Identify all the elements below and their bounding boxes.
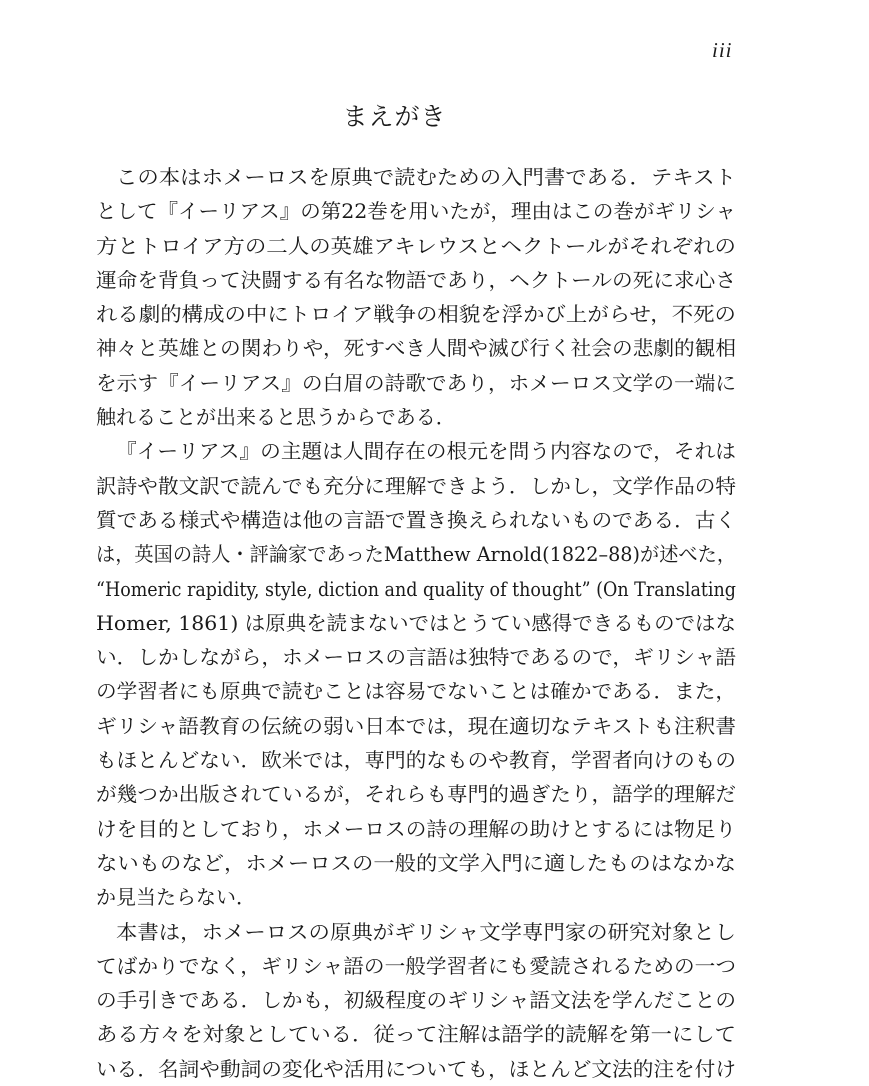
text-line-content: は，英国の詩人・評論家であったMatthew Arnold(1822–88)が述べた， (96, 542, 737, 567)
text-line-content: が幾つか出版されているが，それらも専門的過ぎたり，語学的理解だ (96, 782, 737, 807)
text-line-content: もほとんどない．欧米では，専門的なものや教育，学習者向けのもの (96, 748, 737, 773)
text-line (96, 366, 736, 400)
text-line (96, 434, 736, 468)
text-line (96, 949, 736, 983)
text-line (96, 572, 736, 606)
text-line (96, 194, 736, 228)
text-line-content: Homer, 1861) は原典を読まないではとうてい感得できるものではな (96, 610, 736, 635)
text-line-content: いる．名詞や動詞の変化や活用についても，ほとんど文法的注を付け (96, 1056, 736, 1081)
text-line-content: ないものなど，ホメーロスの一般的文学入門に適したものはなかな (96, 850, 737, 875)
text-line (96, 606, 736, 640)
text-line-content: 触れることが出来ると思うからである． (96, 405, 456, 430)
text-line (96, 400, 736, 434)
text-line (96, 674, 736, 708)
text-line-content: 方とトロイア方の二人の英雄アキレウスとヘクトールがそれぞれの (96, 233, 737, 258)
text-line (96, 503, 736, 537)
text-line-content: れる劇的構成の中にトロイア戦争の相貌を浮かび上がらせ，不死の (96, 302, 736, 327)
text-line (96, 983, 736, 1017)
text-line (96, 331, 736, 365)
text-line-content: てばかりでなく，ギリシャ語の一般学習者にも愛読されるための一つ (96, 953, 737, 978)
text-line (96, 1052, 736, 1086)
text-line (96, 640, 736, 674)
page-title: まえがき (342, 102, 447, 131)
text-line-content: として『イーリアス』の第22巻を用いたが，理由はこの巻がギリシャ (96, 199, 736, 224)
page-number: iii (712, 38, 733, 62)
text-line (96, 469, 736, 503)
text-line-content: 神々と英雄との関わりや，死すべき人間や滅び行く社会の悲劇的観相 (96, 336, 737, 361)
text-line (96, 777, 736, 811)
text-line-content: この本はホメーロスを原典で読むための入門書である．テキスト (116, 165, 737, 189)
text-line (96, 880, 736, 914)
text-line (96, 229, 736, 263)
text-line-content: か見当たらない． (96, 885, 256, 910)
text-line-content: 運命を背負って決闘する有名な物語であり，ヘクトールの死に求心さ (96, 267, 736, 292)
text-line-content: を示す『イーリアス』の白眉の詩歌であり，ホメーロス文学の一端に (96, 370, 737, 395)
text-line-content: 訳詩や散文訳で読んでも充分に理解できよう．しかし，文学作品の特 (96, 473, 737, 498)
text-line (96, 537, 736, 571)
text-line-content: の手引きである．しかも，初級程度のギリシャ語文法を学んだことの (96, 988, 736, 1013)
text-line-content: ある方々を対象としている．従って注解は語学的読解を第一にして (96, 1022, 737, 1047)
text-line-content: 質である様式や構造は他の言語で置き換えられないものである．古く (96, 507, 737, 532)
text-line (96, 846, 736, 880)
text-line-content: ギリシャ語教育の伝統の弱い日本では，現在適切なテキストも注釈書 (96, 713, 737, 738)
text-line (96, 812, 736, 846)
text-line-content: “Homeric rapidity, style, diction and quality of thought” (On Translating (96, 576, 736, 601)
text-line-content: 本書は，ホメーロスの原典がギリシャ文学専門家の研究対象とし (116, 919, 737, 944)
text-line-content: けを目的としており，ホメーロスの詩の理解の助けとするには物足り (96, 816, 737, 841)
text-line (96, 709, 736, 743)
text-line-content: の学習者にも原典で読むことは容易でないことは確かである．また， (96, 679, 737, 704)
text-line-content: 『イーリアス』の主題は人間存在の根元を問う内容なので，それは (116, 439, 737, 464)
preface-body (96, 160, 736, 1086)
text-line (96, 743, 736, 777)
text-line (96, 263, 736, 297)
text-line (96, 1017, 736, 1051)
text-line-content: い．しかしながら，ホメーロスの言語は独特であるので，ギリシャ語 (96, 645, 737, 670)
text-line (96, 297, 736, 331)
text-line (96, 915, 736, 949)
text-line (96, 160, 736, 194)
